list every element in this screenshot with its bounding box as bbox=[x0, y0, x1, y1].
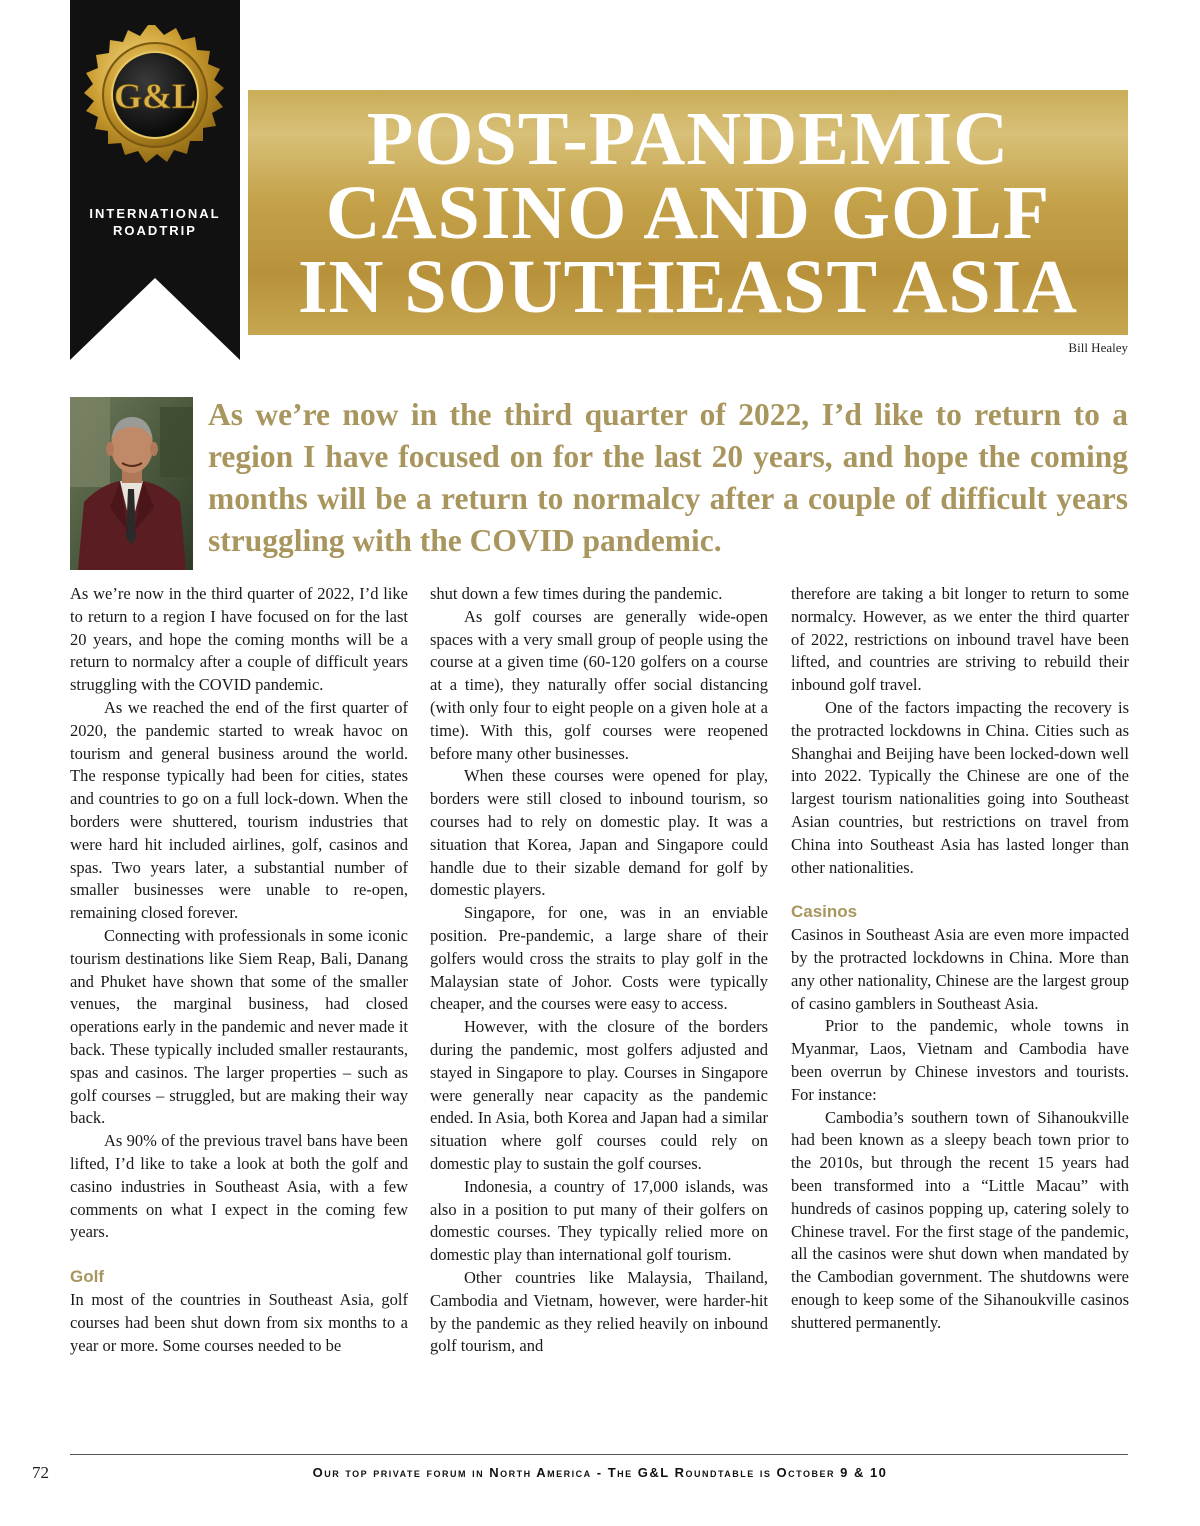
column-2 bbox=[430, 583, 768, 1358]
paragraph: As 90% of the previous travel bans have been lifted, I’d like to take a look at both the golf and casino industries in Southeast Asia, with a few comments on what I expect in the coming few years. bbox=[70, 1131, 408, 1242]
paragraph: Singapore, for one, was in an enviable position. Pre-pandemic, a large share of their golfers would cross the straits to play golf in the Malaysian state of Johor. Costs were typically cheaper, and the courses were easy to access. bbox=[430, 903, 768, 1014]
paragraph: When these courses were opened for play, borders were still closed to inbound tourism, so courses had to rely on domestic play. It was a situation that Korea, Japan and Singapore could handle due to their sizable demand for golf by domestic players. bbox=[430, 766, 768, 900]
author-photo bbox=[70, 397, 193, 570]
paragraph: In most of the countries in Southeast Asia, golf courses had been shut down from six months to a year or more. Some courses needed to be bbox=[70, 1289, 408, 1355]
paragraph: Cambodia’s southern town of Sihanoukville had been known as a sleepy beach town prior to the 2010s, but through the recent 15 years had been transformed into a “Little Macau” with hundreds of casinos popping up, catering solely to Chinese travel. For the first stage of the pandemic, all the casinos were shut down when mandated by the Cambodian government. The shutdowns were enough to keep some of the Sihanoukville casinos shuttered permanently. bbox=[791, 1107, 1129, 1332]
section-label-line1: INTERNATIONAL bbox=[89, 206, 221, 221]
section-label-line2: ROADTRIP bbox=[113, 223, 197, 238]
footer-divider bbox=[70, 1454, 1128, 1455]
title-line-3: IN SOUTHEAST ASIA bbox=[297, 245, 1079, 329]
column-3 bbox=[791, 583, 1129, 1335]
article-title bbox=[248, 90, 1128, 335]
gl-logo bbox=[78, 22, 232, 176]
page-number: 72 bbox=[32, 1463, 49, 1482]
paragraph: However, with the closure of the borders during the pandemic, most golfers adjusted and stayed in Singapore to play. Courses in Singapore were generally near capacity as the pandemic ended. In Asia, both Korea and Japan had a similar situation where golf courses could rely on domestic play to sustain the golf courses. bbox=[430, 1017, 768, 1173]
paragraph: shut down a few times during the pandemic. bbox=[430, 584, 723, 603]
paragraph: As golf courses are generally wide-open spaces with a very small group of people using the course at a given time (60-120 golfers on a course at a time), they naturally offer social distancing (with only four to eight people on a given hole at a time). With this, golf courses were reopened before many other businesses. bbox=[430, 606, 768, 763]
paragraph: Prior to the pandemic, whole towns in Myanmar, Laos, Vietnam and Cambodia have been overrun by Chinese investors and tourists. For instance: bbox=[791, 1016, 1129, 1104]
paragraph: As we’re now in the third quarter of 2022, I’d like to return to a region I have focused on for the last 20 years, and hope the coming months will be a return to normalcy after a couple of difficult years struggling with the COVID pandemic. bbox=[70, 584, 408, 695]
paragraph: Indonesia, a country of 17,000 islands, was also in a position to put many of their golfers on domestic courses. They typically relied more on domestic play than international golf tourism. bbox=[430, 1176, 768, 1265]
section-heading-golf: Golf bbox=[70, 1267, 104, 1287]
title-line-1: POST-PANDEMIC bbox=[366, 97, 1010, 181]
footer-promo bbox=[200, 1465, 1000, 1480]
footer-promo-text: Our top private forum in North America - The G&L Roundtable is October 9 & 10 bbox=[312, 1465, 888, 1480]
section-label bbox=[70, 205, 240, 239]
paragraph: Other countries like Malaysia, Thailand, Cambodia and Vietnam, however, were harder-hit by the pandemic as they relied heavily on inbound golf tourism, and bbox=[430, 1267, 768, 1356]
paragraph: As we reached the end of the first quarter of 2020, the pandemic started to wreak havoc on tourism and general business around the world. The response typically had been for cities, states and countries to go on a full lock-down. When the borders were shuttered, tourism industries that were hard hit included airlines, golf, casinos and spas. Two years later, a substantial number of smaller businesses were unable to re-open, remaining closed forever. bbox=[70, 697, 408, 923]
section-heading-casinos: Casinos bbox=[791, 902, 858, 922]
paragraph: One of the factors impacting the recovery is the protracted lockdowns in China. Cities such as Shanghai and Beijing have been locked-down well into 2022. Typically the Chinese are one of the largest tourism nationalities going into Southeast Asian countries, but restrictions on travel from China into Southeast Asia has lasted longer than other nationalities. bbox=[791, 697, 1129, 877]
lead-paragraph: As we’re now in the third quarter of 2022, I’d like to return to a region I have focused on for the last 20 years, and hope the coming months will be a return to normalcy after a couple of difficult years struggling with the COVID pandemic. bbox=[208, 397, 1128, 558]
paragraph: therefore are taking a bit longer to return to some normalcy. However, as we enter the third quarter of 2022, restrictions on inbound travel have been lifted, and countries are striving to rebuild their inbound golf travel. bbox=[791, 584, 1129, 695]
column-1 bbox=[70, 583, 408, 1357]
svg-text:G&L: G&L bbox=[113, 76, 197, 116]
byline: Bill Healey bbox=[1068, 340, 1128, 355]
title-line-2: CASINO AND GOLF bbox=[325, 171, 1051, 255]
paragraph: Connecting with professionals in some iconic tourism destinations like Siem Reap, Bali, Danang and Phuket have shown that some of the smaller venues, the marginal business, had closed operations early in the pandemic and never made it back. These typically included smaller restaurants, spas and casinos. The larger properties – such as golf courses – struggled, but are making their way back. bbox=[70, 925, 408, 1128]
paragraph: Casinos in Southeast Asia are even more impacted by the protracted lockdowns in China. More than any other nationality, Chinese are the largest group of casino gamblers in Southeast Asia. bbox=[791, 925, 1129, 1013]
